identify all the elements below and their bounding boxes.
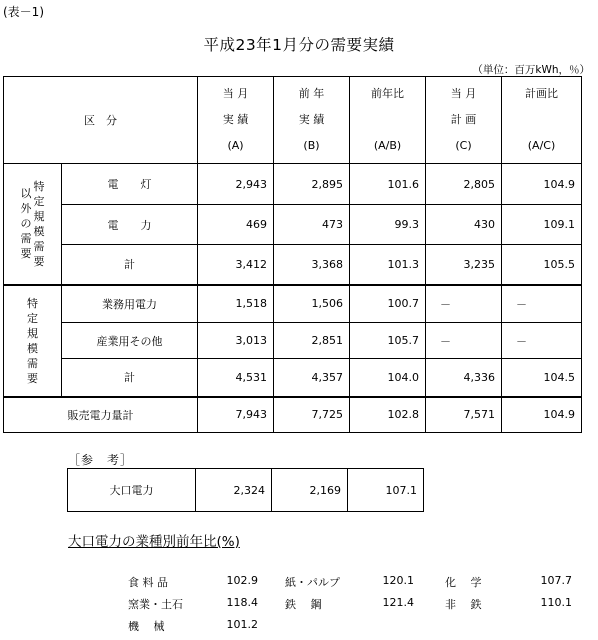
cell-a: 3,412 xyxy=(198,245,274,285)
row-item: 産業用その他 xyxy=(62,323,198,359)
table-row xyxy=(68,469,424,512)
table-row xyxy=(4,359,582,397)
unit-note: （単位：百万kWh，％） xyxy=(472,64,590,76)
group1-label xyxy=(4,164,62,285)
cell-c: － xyxy=(426,323,502,359)
cell-a: 1,518 xyxy=(198,285,274,323)
cell-ac: 105.5 xyxy=(502,245,582,285)
cell-ac: 109.1 xyxy=(502,205,582,245)
table-row xyxy=(4,164,582,205)
header-col-a xyxy=(198,77,274,164)
cell-b: 1,506 xyxy=(274,285,350,323)
table-label: (表－1) xyxy=(3,5,44,19)
row-item: 計 xyxy=(62,245,198,285)
industry-value: 118.4 xyxy=(226,596,258,609)
row-item: 業務用電力 xyxy=(62,285,198,323)
header-col-b-line1: 前 年 xyxy=(298,87,325,100)
industry-value: 101.2 xyxy=(226,618,258,631)
cell-b: 473 xyxy=(274,205,350,245)
cell-b: 3,368 xyxy=(274,245,350,285)
table-row xyxy=(4,205,582,245)
header-col-a-line2: 実 績 xyxy=(222,113,249,126)
group1-char: 以 xyxy=(20,187,32,201)
industry-value: 107.7 xyxy=(540,574,572,587)
cell-a: 469 xyxy=(198,205,274,245)
cell-c: 7,571 xyxy=(426,397,502,433)
table-row xyxy=(4,323,582,359)
industry-value: 110.1 xyxy=(540,596,572,609)
header-col-ac xyxy=(502,77,582,164)
header-row xyxy=(4,77,582,164)
cell-ab: 102.8 xyxy=(350,397,426,433)
industry-name: 化 学 xyxy=(445,576,482,589)
cell-b: 7,725 xyxy=(274,397,350,433)
reference-heading: ［参 考］ xyxy=(68,453,134,467)
reference-label: 大口電力 xyxy=(68,469,196,512)
cell-ac: － xyxy=(502,285,582,323)
cell-ab: 101.3 xyxy=(350,245,426,285)
cell-c: 430 xyxy=(426,205,502,245)
cell-b: 2,851 xyxy=(274,323,350,359)
header-col-c-line3: (C) xyxy=(455,139,472,152)
group2-label-col xyxy=(27,296,38,386)
group1-char: 需 xyxy=(20,232,32,246)
header-kubun: 区 分 xyxy=(4,77,198,164)
header-col-a-line3: (A) xyxy=(227,139,244,152)
group2-char: 要 xyxy=(27,371,38,385)
group2-char: 規 xyxy=(27,326,38,340)
industry-value: 102.9 xyxy=(226,574,258,587)
cell-a: 2,943 xyxy=(198,164,274,205)
cell-a: 3,013 xyxy=(198,323,274,359)
header-col-b-line3: (B) xyxy=(303,139,320,152)
cell-a: 2,324 xyxy=(196,469,272,512)
row-item: 計 xyxy=(62,359,198,397)
header-col-ab xyxy=(350,77,426,164)
row-item: 電 灯 xyxy=(62,164,198,205)
industry-name: 窯業・土石 xyxy=(128,598,183,611)
table-row xyxy=(4,245,582,285)
cell-ac: 104.9 xyxy=(502,164,582,205)
cell-ab: 99.3 xyxy=(350,205,426,245)
cell-c: 2,805 xyxy=(426,164,502,205)
table-row xyxy=(4,285,582,323)
cell-c: － xyxy=(426,285,502,323)
cell-ac: 104.9 xyxy=(502,397,582,433)
cell-ab: 104.0 xyxy=(350,359,426,397)
industry-name: 非 鉄 xyxy=(445,598,482,611)
group2-label xyxy=(4,285,62,397)
industry-value: 121.4 xyxy=(382,596,414,609)
row-item: 電 力 xyxy=(62,205,198,245)
cell-ab: 107.1 xyxy=(348,469,424,512)
cell-ac: 104.5 xyxy=(502,359,582,397)
industry-name: 鉄 鋼 xyxy=(285,598,322,611)
header-col-b xyxy=(274,77,350,164)
group2-char: 特 xyxy=(27,296,38,310)
group1-char: 需 xyxy=(33,239,45,253)
industry-name: 紙・パルプ xyxy=(285,576,340,589)
cell-b: 2,895 xyxy=(274,164,350,205)
cell-a: 4,531 xyxy=(198,359,274,397)
page-title: 平成23年1月分の需要実績 xyxy=(203,36,395,54)
cell-ac: － xyxy=(502,323,582,359)
group1-label-col1 xyxy=(21,186,32,261)
header-col-ac-blank xyxy=(502,107,581,133)
cell-ab: 100.7 xyxy=(350,285,426,323)
header-col-ab-blank xyxy=(350,107,425,133)
header-col-b-line2: 実 績 xyxy=(298,113,325,126)
cell-c: 4,336 xyxy=(426,359,502,397)
cell-c: 3,235 xyxy=(426,245,502,285)
group1-char: 要 xyxy=(20,247,32,261)
group1-label-col2 xyxy=(34,179,45,269)
total-label: 販売電力量計 xyxy=(4,397,198,433)
header-col-a-line1: 当 月 xyxy=(222,87,249,100)
header-col-ab-line1: 前年比 xyxy=(371,87,404,100)
group1-char: 要 xyxy=(33,254,45,268)
industry-heading: 大口電力の業種別前年比(%) xyxy=(68,534,240,550)
demand-table xyxy=(3,76,582,433)
total-row xyxy=(4,397,582,433)
group1-char: 模 xyxy=(33,224,45,238)
cell-b: 2,169 xyxy=(272,469,348,512)
industry-name: 機 械 xyxy=(128,620,165,633)
cell-b: 4,357 xyxy=(274,359,350,397)
header-col-ab-line3: (A/B) xyxy=(373,139,402,152)
header-col-c-line2: 計 画 xyxy=(450,113,477,126)
industry-value: 120.1 xyxy=(382,574,414,587)
industry-name: 食 料 品 xyxy=(128,576,168,589)
group1-char: 規 xyxy=(33,209,45,223)
group1-char: の xyxy=(20,217,32,231)
group1-char: 定 xyxy=(33,194,45,208)
reference-table xyxy=(67,468,424,512)
group2-char: 需 xyxy=(27,356,38,370)
header-col-ac-line3: (A/C) xyxy=(527,139,556,152)
cell-ab: 105.7 xyxy=(350,323,426,359)
cell-ab: 101.6 xyxy=(350,164,426,205)
group1-char: 特 xyxy=(33,179,45,193)
header-col-c-line1: 当 月 xyxy=(450,87,477,100)
group2-char: 模 xyxy=(27,341,38,355)
header-col-c xyxy=(426,77,502,164)
header-col-ac-line1: 計画比 xyxy=(525,87,558,100)
group2-char: 定 xyxy=(27,311,38,325)
cell-a: 7,943 xyxy=(198,397,274,433)
group1-char: 外 xyxy=(20,202,32,216)
